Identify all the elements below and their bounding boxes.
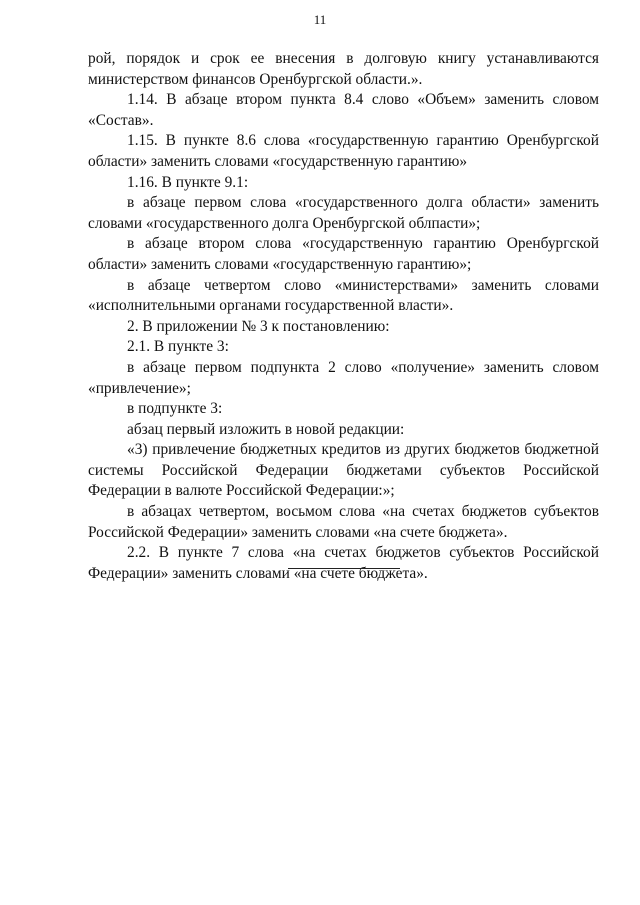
paragraph-2-2: 2.2. В пункте 7 слова «на счетах бюджетов субъектов Российской Федерации» заменить словами «на счете бюджета». bbox=[88, 544, 599, 582]
paragraph-2-1: 2.1. В пункте 3: bbox=[127, 338, 229, 356]
paragraph-2-1-first: в абзаце первом подпункта 2 слово «получение» заменить словом «привлечение»; bbox=[88, 358, 599, 397]
paragraph-continuation: рой, порядок и срок ее внесения в долговую книгу устанавливаются министерством финансов Оренбургской области.». bbox=[88, 50, 599, 88]
paragraph-2: 2. В приложении № 3 к постановлению: bbox=[127, 317, 390, 335]
paragraph-1-16-first: в абзаце первом слова «государственного долга области» заменить словами «государственного долга Оренбургской облпасти»; bbox=[88, 194, 599, 232]
paragraph-fourth-eighth: в абзацах четвертом, восьмом слова «на счетах бюджетов субъектов Российской Федерации» заменить словами «на счете бюджета». bbox=[88, 503, 599, 541]
paragraph-new-edition: абзац первый изложить в новой редакции: bbox=[127, 420, 405, 438]
page-number: 11 bbox=[313, 12, 327, 27]
end-of-document-rule bbox=[288, 568, 400, 569]
paragraph-1-16: 1.16. В пункте 9.1: bbox=[127, 173, 249, 191]
document-body bbox=[88, 49, 599, 584]
paragraph-1-16-second: в абзаце втором слова «государственную гарантию Оренбургской области» заменить словами «государственную гарантию»; bbox=[88, 235, 599, 273]
paragraph-1-14: 1.14. В абзаце втором пункта 8.4 слово «Объем» заменить словом «Состав». bbox=[88, 91, 599, 129]
paragraph-1-16-fourth: в абзаце четвертом слово «министерствами» заменить словами «исполнительными органами государственной власти». bbox=[88, 276, 599, 315]
paragraph-quoted-text: «3) привлечение бюджетных кредитов из других бюджетов бюджетной системы Российской Федерации бюджетами субъектов Российской Федерации в валюте Российской Федерации:»; bbox=[88, 441, 599, 500]
paragraph-1-15: 1.15. В пункте 8.6 слова «государственную гарантию Оренбургской области» заменить словами «государственную гарантию» bbox=[88, 132, 599, 170]
paragraph-subpoint-3: в подпункте 3: bbox=[127, 400, 223, 418]
